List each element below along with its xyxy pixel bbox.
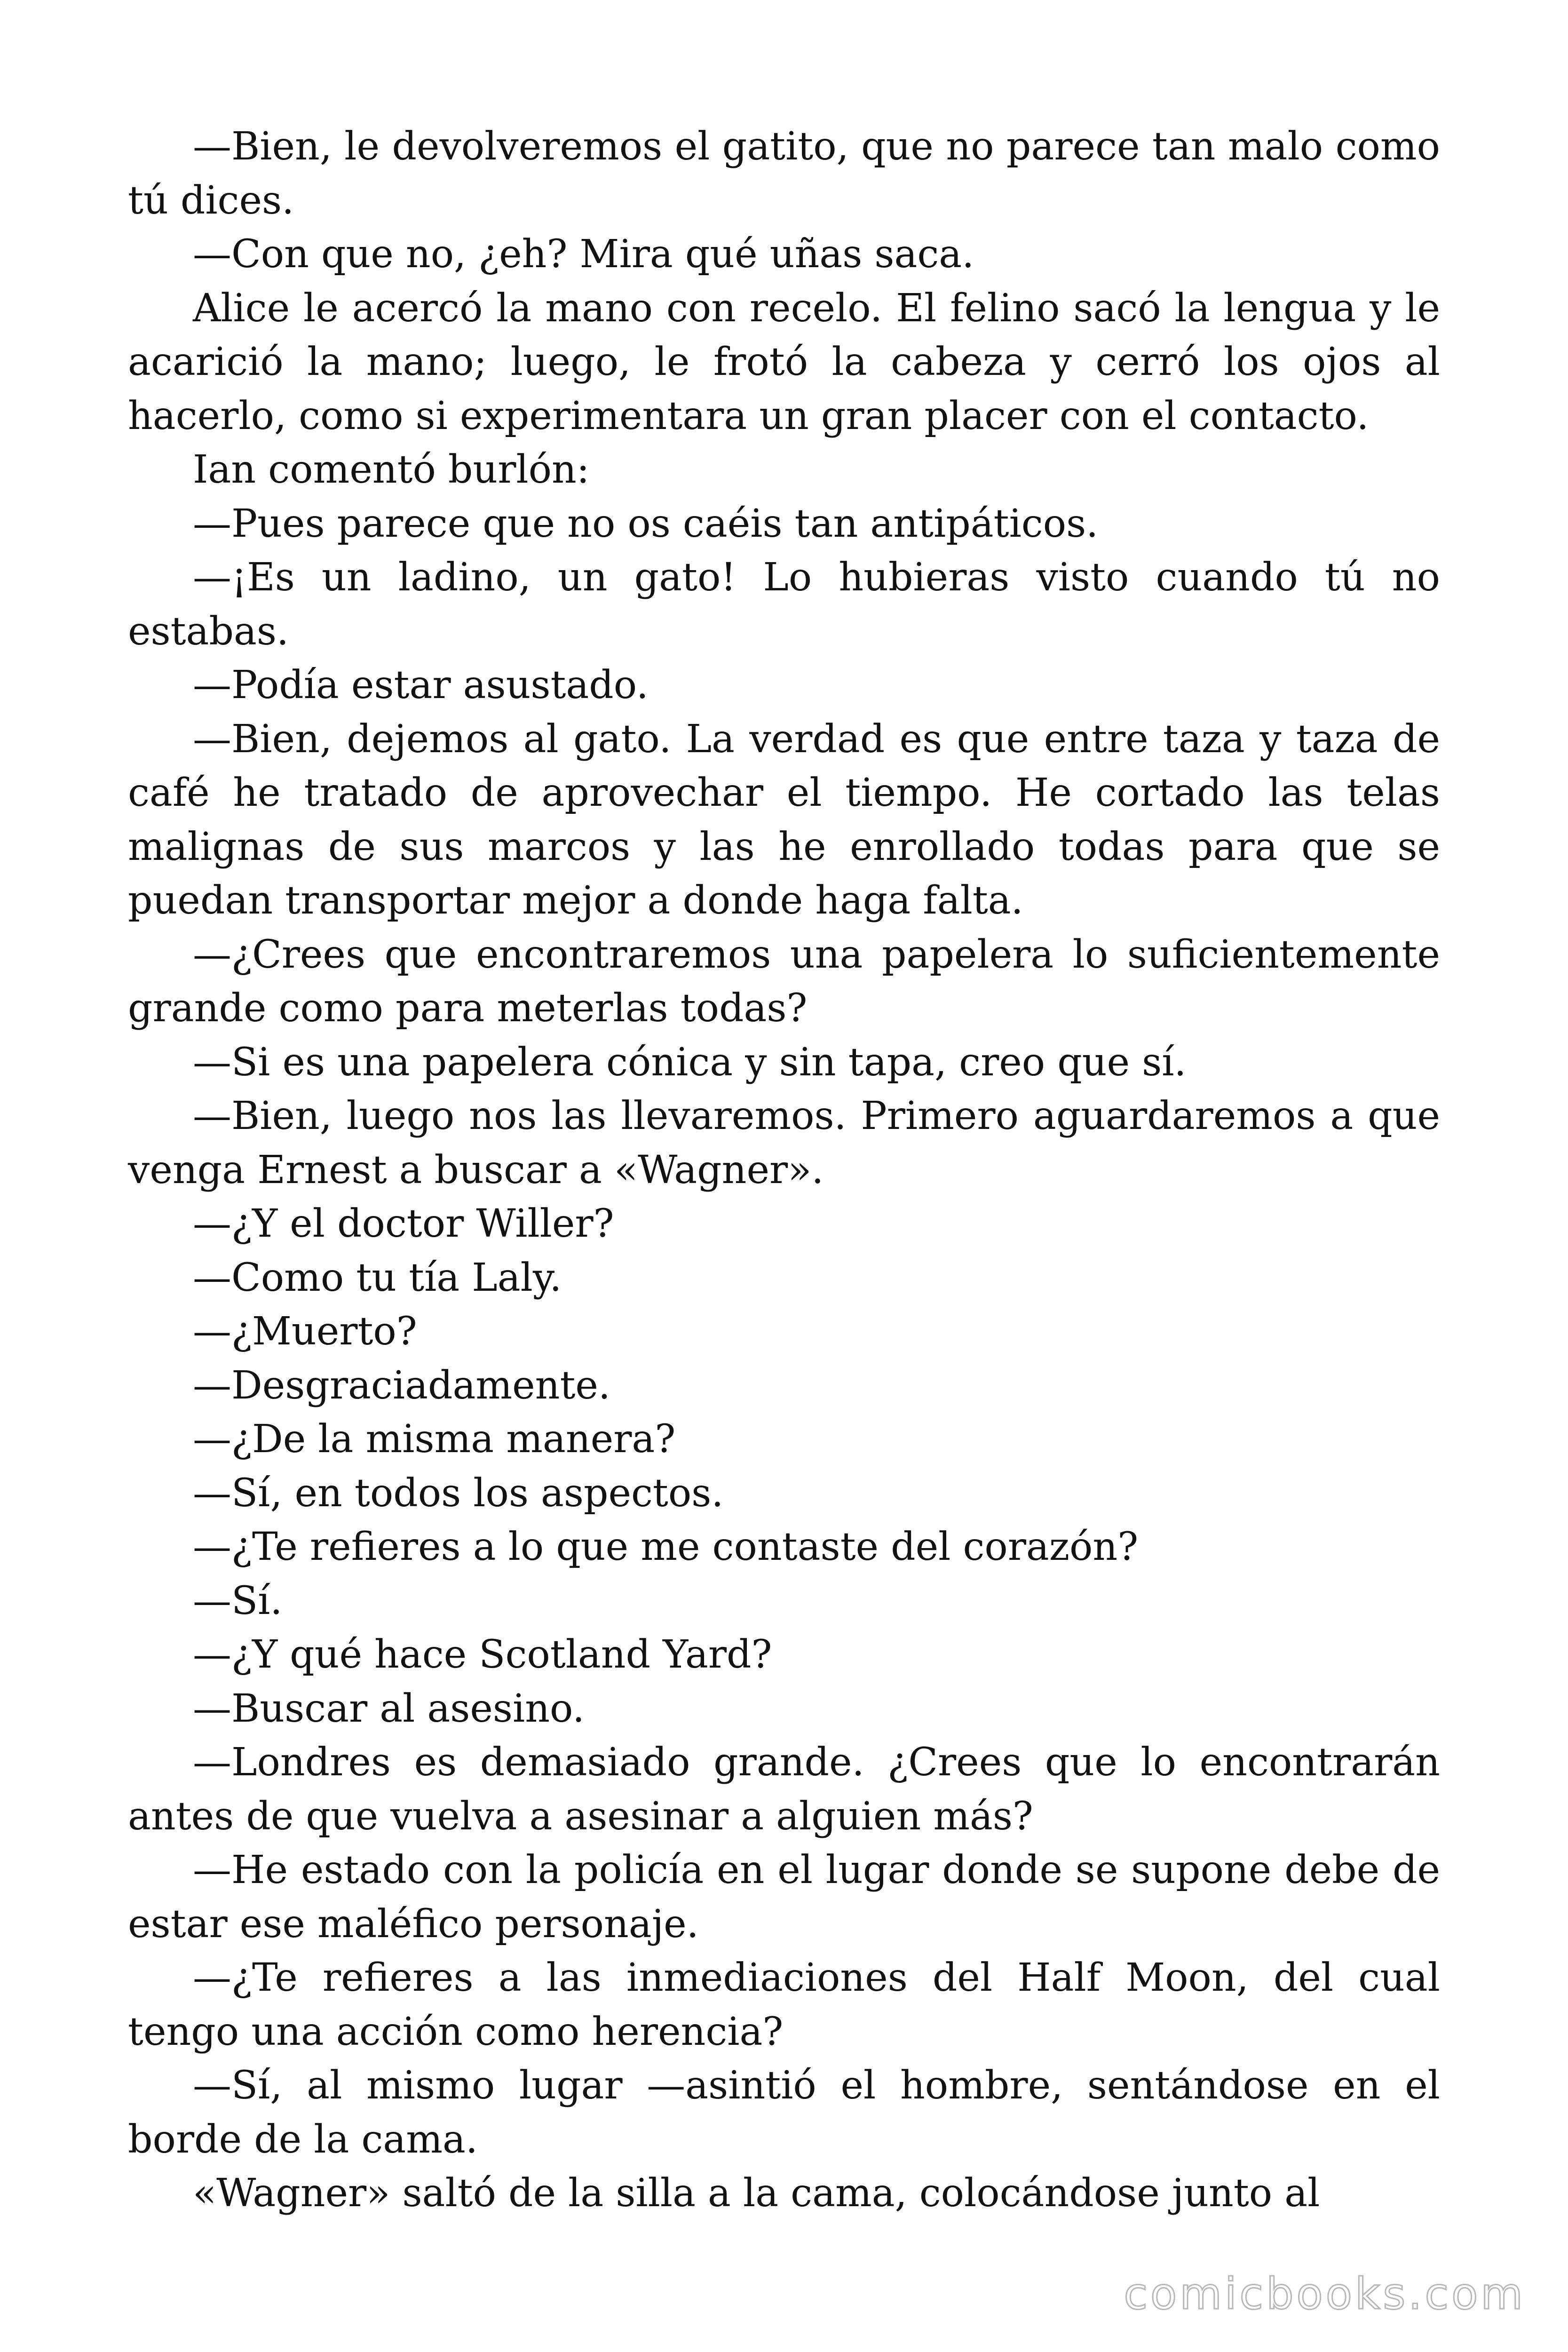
paragraph: —Bien, luego nos las llevaremos. Primero aguardaremos a que venga Ernest a buscar a «Wagner».	[128, 1094, 1440, 1192]
paragraph: —Bien, le devolveremos el gatito, que no parece tan malo como tú dices.	[128, 124, 1440, 223]
paragraph: —Buscar al asesino.	[193, 1686, 585, 1731]
paragraph: Alice le acercó la mano con recelo. El felino sacó la lengua y le acarició la mano; luego, le frotó la cabeza y cerró los ojos al hacerlo, como si experimentara un gran placer con el contacto.	[128, 286, 1440, 438]
paragraph: Ian comentó burlón:	[193, 447, 590, 492]
paragraph: —Londres es demasiado grande. ¿Crees que lo encontrarán antes de que vuelva a asesinar a alguien más?	[128, 1740, 1440, 1839]
paragraph: —Podía estar asustado.	[193, 663, 649, 707]
paragraph: —¿Y el doctor Willer?	[193, 1201, 614, 1246]
paragraph: —¿Y qué hace Scotland Yard?	[193, 1632, 772, 1677]
watermark: comicbooks.com	[1124, 2269, 1526, 2319]
paragraph: —Sí, al mismo lugar —asintió el hombre, sentándose en el borde de la cama.	[128, 2063, 1440, 2162]
paragraph: —¿Te refieres a las inmediaciones del Half Moon, del cual tengo una acción como herencia?	[128, 1955, 1440, 2054]
paragraph: —Si es una papelera cónica y sin tapa, creo que sí.	[193, 1040, 1187, 1085]
paragraph: —Sí, en todos los aspectos.	[193, 1470, 724, 1516]
paragraph: —Con que no, ¿eh? Mira qué uñas saca.	[193, 232, 974, 277]
page-body	[128, 120, 1440, 2221]
paragraph: —¿Te refieres a lo que me contaste del corazón?	[193, 1525, 1139, 1569]
paragraph: —Desgraciadamente.	[193, 1363, 610, 1408]
paragraph: —¡Es un ladino, un gato! Lo hubieras visto cuando tú no estabas.	[128, 555, 1440, 654]
paragraph: —¿Muerto?	[193, 1309, 417, 1354]
paragraph: —Bien, dejemos al gato. La verdad es que entre taza y taza de café he tratado de aprovechar el tiempo. He cortado las telas malignas de sus marcos y las he enrollado todas para que se puedan transportar mejor a donde haga falta.	[128, 716, 1440, 923]
paragraph: —¿De la misma manera?	[193, 1417, 676, 1462]
paragraph: —Pues parece que no os caéis tan antipáticos.	[193, 501, 1099, 546]
paragraph: —Como tu tía Laly.	[193, 1255, 562, 1300]
paragraph: —Sí.	[193, 1578, 283, 1623]
paragraph: —¿Crees que encontraremos una papelera lo suficientemente grande como para meterlas todas?	[128, 932, 1440, 1031]
paragraph: —He estado con la policía en el lugar donde se supone debe de estar ese maléfico personaje.	[128, 1848, 1440, 1947]
paragraph: «Wagner» saltó de la silla a la cama, colocándose junto al	[193, 2171, 1320, 2216]
